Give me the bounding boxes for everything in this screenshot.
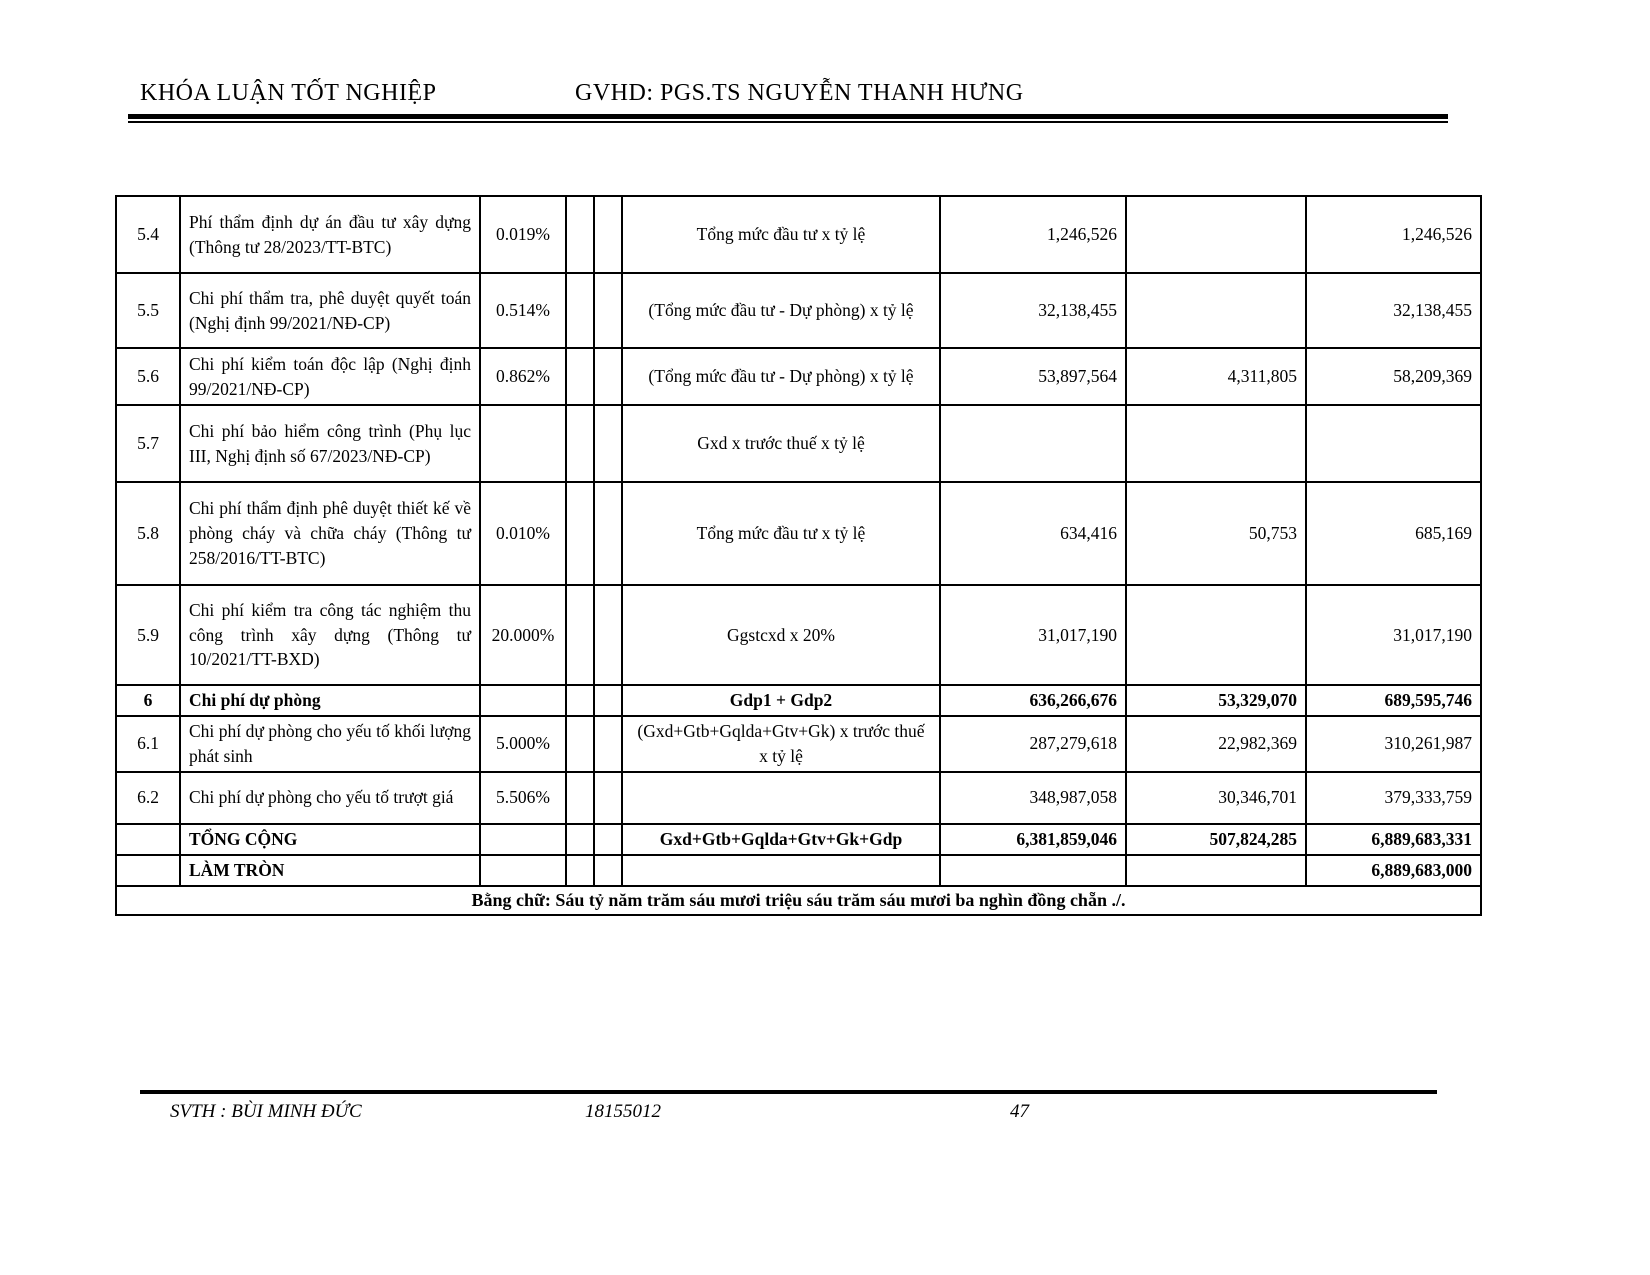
empty-cell (566, 482, 594, 585)
formula-cell: (Tổng mức đầu tư - Dự phòng) x tỷ lệ (622, 348, 940, 405)
stt-cell: 5.5 (116, 273, 180, 348)
formula-cell: (Gxd+Gtb+Gqlda+Gtv+Gk) x trước thuế x tỷ lệ (622, 716, 940, 772)
total-value-cell: 310,261,987 (1306, 716, 1481, 772)
total-value-cell: 1,246,526 (1306, 196, 1481, 273)
empty-cell (594, 772, 622, 824)
stt-cell: 5.4 (116, 196, 180, 273)
stt-cell: 5.9 (116, 585, 180, 685)
tax-value-cell (1126, 855, 1306, 886)
total-value-cell: 685,169 (1306, 482, 1481, 585)
stt-cell: 5.7 (116, 405, 180, 482)
formula-cell: Ggstcxd x 20% (622, 585, 940, 685)
pre-tax-value-cell: 634,416 (940, 482, 1126, 585)
rate-cell (480, 855, 566, 886)
empty-cell (594, 716, 622, 772)
total-value-cell: 31,017,190 (1306, 585, 1481, 685)
empty-cell (566, 772, 594, 824)
formula-cell: (Tổng mức đầu tư - Dự phòng) x tỷ lệ (622, 273, 940, 348)
header-rule-thin-line (128, 121, 1448, 123)
pre-tax-value-cell: 1,246,526 (940, 196, 1126, 273)
total-value-cell: 32,138,455 (1306, 273, 1481, 348)
page-number: 47 (1010, 1101, 1029, 1122)
table-row (116, 585, 1481, 685)
empty-cell (594, 824, 622, 855)
total-value-cell: 379,333,759 (1306, 772, 1481, 824)
description-cell: Chi phí kiểm tra công tác nghiệm thu công trình xây dựng (Thông tư 10/2021/TT-BXD) (180, 585, 480, 685)
empty-cell (566, 855, 594, 886)
empty-cell (594, 196, 622, 273)
empty-cell (594, 273, 622, 348)
description-cell: Chi phí dự phòng cho yếu tố khối lượng phát sinh (180, 716, 480, 772)
tax-value-cell: 22,982,369 (1126, 716, 1306, 772)
table-row (116, 348, 1481, 405)
document-title: KHÓA LUẬN TỐT NGHIỆP (140, 80, 437, 106)
description-cell: Chi phí dự phòng (180, 685, 480, 716)
rate-cell (480, 824, 566, 855)
pre-tax-value-cell: 348,987,058 (940, 772, 1126, 824)
formula-cell: Gxd x trước thuế x tỷ lệ (622, 405, 940, 482)
pre-tax-value-cell: 32,138,455 (940, 273, 1126, 348)
empty-cell (566, 685, 594, 716)
description-cell: TỔNG CỘNG (180, 824, 480, 855)
empty-cell (566, 348, 594, 405)
empty-cell (566, 824, 594, 855)
empty-cell (566, 716, 594, 772)
rate-cell: 0.010% (480, 482, 566, 585)
pre-tax-value-cell: 287,279,618 (940, 716, 1126, 772)
formula-cell (622, 855, 940, 886)
empty-cell (566, 273, 594, 348)
tax-value-cell (1126, 405, 1306, 482)
footer-student-id: 18155012 (585, 1101, 661, 1122)
empty-cell (594, 585, 622, 685)
pre-tax-value-cell: 636,266,676 (940, 685, 1126, 716)
description-cell: Chi phí dự phòng cho yếu tố trượt giá (180, 772, 480, 824)
tax-value-cell: 4,311,805 (1126, 348, 1306, 405)
rate-cell: 5.000% (480, 716, 566, 772)
header-rule-thick-line (128, 114, 1448, 119)
tax-value-cell (1126, 196, 1306, 273)
table-row (116, 716, 1481, 772)
empty-cell (566, 585, 594, 685)
pre-tax-value-cell (940, 855, 1126, 886)
total-value-cell: 58,209,369 (1306, 348, 1481, 405)
table-row (116, 405, 1481, 482)
empty-cell (594, 482, 622, 585)
total-value-cell: 689,595,746 (1306, 685, 1481, 716)
rate-cell: 20.000% (480, 585, 566, 685)
rate-cell: 5.506% (480, 772, 566, 824)
description-cell: Chi phí kiểm toán độc lập (Nghị định 99/2021/NĐ-CP) (180, 348, 480, 405)
stt-cell: 6 (116, 685, 180, 716)
description-cell: LÀM TRÒN (180, 855, 480, 886)
rate-cell: 0.862% (480, 348, 566, 405)
pre-tax-value-cell (940, 405, 1126, 482)
table-row (116, 772, 1481, 824)
stt-cell: 6.2 (116, 772, 180, 824)
table-row (116, 273, 1481, 348)
formula-cell: Tổng mức đầu tư x tỷ lệ (622, 196, 940, 273)
total-value-cell: 6,889,683,331 (1306, 824, 1481, 855)
formula-cell: Gdp1 + Gdp2 (622, 685, 940, 716)
total-value-cell (1306, 405, 1481, 482)
table-row-rounded (116, 855, 1481, 886)
empty-cell (594, 348, 622, 405)
rate-cell: 0.514% (480, 273, 566, 348)
formula-cell: Gxd+Gtb+Gqlda+Gtv+Gk+Gdp (622, 824, 940, 855)
tax-value-cell: 50,753 (1126, 482, 1306, 585)
pre-tax-value-cell: 53,897,564 (940, 348, 1126, 405)
stt-cell (116, 855, 180, 886)
table-row-subtotal (116, 685, 1481, 716)
table-row (116, 482, 1481, 585)
pre-tax-value-cell: 6,381,859,046 (940, 824, 1126, 855)
pre-tax-value-cell: 31,017,190 (940, 585, 1126, 685)
tax-value-cell: 507,824,285 (1126, 824, 1306, 855)
stt-cell (116, 824, 180, 855)
table-row-amount-in-words (116, 886, 1481, 915)
formula-cell: Tổng mức đầu tư x tỷ lệ (622, 482, 940, 585)
tax-value-cell (1126, 585, 1306, 685)
stt-cell: 5.6 (116, 348, 180, 405)
table-row (116, 196, 1481, 273)
description-cell: Chi phí bảo hiểm công trình (Phụ lục III, Nghị định số 67/2023/NĐ-CP) (180, 405, 480, 482)
empty-cell (594, 685, 622, 716)
table-row-grand-total (116, 824, 1481, 855)
amount-in-words: Bằng chữ: Sáu tỷ năm trăm sáu mươi triệu sáu trăm sáu mươi ba nghìn đồng chẵn ./. (116, 886, 1481, 915)
tax-value-cell: 53,329,070 (1126, 685, 1306, 716)
formula-cell (622, 772, 940, 824)
rate-cell (480, 685, 566, 716)
rate-cell: 0.019% (480, 196, 566, 273)
description-cell: Phí thẩm định dự án đầu tư xây dựng (Thông tư 28/2023/TT-BTC) (180, 196, 480, 273)
tax-value-cell: 30,346,701 (1126, 772, 1306, 824)
empty-cell (594, 855, 622, 886)
empty-cell (566, 405, 594, 482)
empty-cell (594, 405, 622, 482)
rate-cell (480, 405, 566, 482)
cost-estimate-table (115, 195, 1482, 916)
stt-cell: 6.1 (116, 716, 180, 772)
description-cell: Chi phí thẩm tra, phê duyệt quyết toán (Nghị định 99/2021/NĐ-CP) (180, 273, 480, 348)
stt-cell: 5.8 (116, 482, 180, 585)
description-cell: Chi phí thẩm định phê duyệt thiết kế về phòng cháy và chữa cháy (Thông tư 258/2016/TT-BTC) (180, 482, 480, 585)
empty-cell (566, 196, 594, 273)
supervisor-name: GVHD: PGS.TS NGUYỄN THANH HƯNG (575, 80, 1024, 106)
tax-value-cell (1126, 273, 1306, 348)
total-value-cell: 6,889,683,000 (1306, 855, 1481, 886)
footer-rule (140, 1090, 1437, 1094)
footer-author: SVTH : BÙI MINH ĐỨC (170, 1101, 362, 1122)
header-rule (128, 114, 1448, 123)
